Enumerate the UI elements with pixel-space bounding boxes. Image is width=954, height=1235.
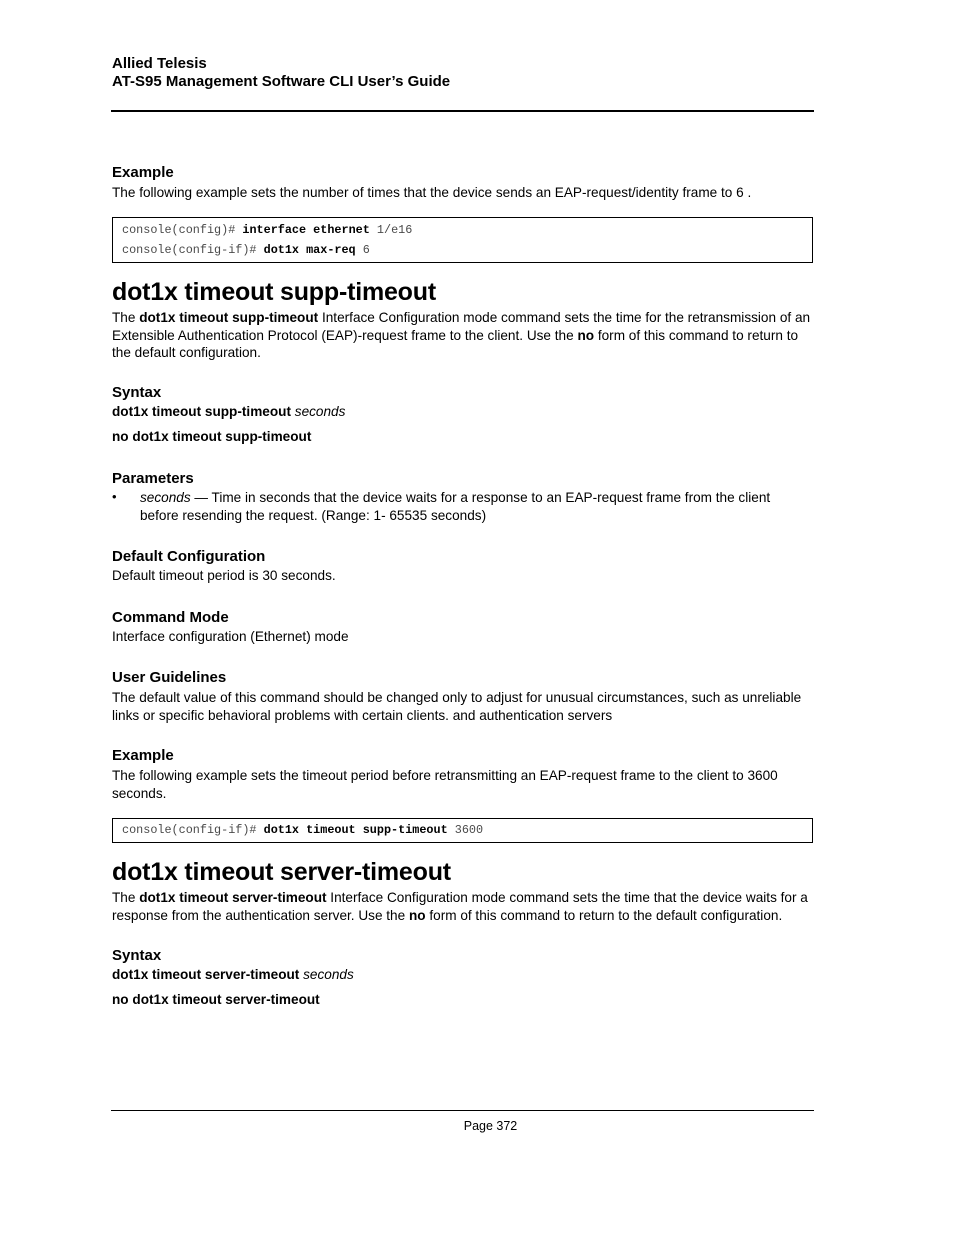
syntax-heading: Syntax <box>112 947 162 964</box>
section-description <box>112 889 817 924</box>
desc-keyword: no <box>408 907 426 923</box>
parameter-name: seconds <box>140 490 191 505</box>
code-line <box>122 243 370 257</box>
syntax-argument: seconds <box>303 967 354 982</box>
code-argument: 3600 <box>454 823 484 837</box>
desc-text: The <box>112 310 140 325</box>
default-heading: Default Configuration <box>112 548 266 565</box>
syntax-command <box>112 403 345 420</box>
code-command: interface ethernet <box>242 223 370 237</box>
code-argument: 1/e16 <box>376 223 413 237</box>
desc-command: dot1x timeout supp-timeout <box>139 310 319 325</box>
desc-command: dot1x timeout server-timeout <box>139 890 327 905</box>
example-text: The following example sets the timeout period before retransmitting an EAP-request frame to the client to 3600 seconds. <box>112 768 778 801</box>
code-argument: 6 <box>362 243 370 257</box>
code-command: dot1x timeout supp-timeout <box>263 823 448 837</box>
guidelines-heading: User Guidelines <box>112 669 227 686</box>
syntax-no-command: no dot1x timeout server-timeout <box>112 992 320 1007</box>
syntax-heading: Syntax <box>112 384 162 401</box>
code-line <box>122 223 412 237</box>
footer-rule <box>111 1110 814 1111</box>
example-heading: Example <box>112 164 174 181</box>
section-title: dot1x timeout server-timeout <box>112 858 451 886</box>
parameters-heading: Parameters <box>112 470 194 487</box>
desc-text: form of this command to return to the default configuration. <box>425 907 783 923</box>
page-footer <box>0 1119 954 1133</box>
example-text: The following example sets the number of times that the device sends an EAP-request/identity frame to 6 . <box>112 185 752 200</box>
syntax-command-text: dot1x timeout supp-timeout <box>112 404 291 419</box>
syntax-argument: seconds <box>294 404 346 419</box>
section-description <box>112 309 817 362</box>
header-rule <box>111 110 814 112</box>
code-prompt: console(config-if)# <box>122 243 257 257</box>
syntax-no-command: no dot1x timeout supp-timeout <box>112 429 312 444</box>
parameter-description: — Time in seconds that the device waits for a response to an EAP-request frame from the client before resending the request. (Range: 1- 65535 seconds) <box>140 490 771 523</box>
desc-text: form of this command to return to the default configuration. <box>112 327 799 360</box>
guide-title: AT-S95 Management Software CLI User’s Guide <box>112 73 451 90</box>
guidelines-text: The default value of this command should be changed only to adjust for unusual circumstances, such as unreliable links or specific behavioral problems with certain clients. and authentication servers <box>112 690 802 723</box>
desc-text: The <box>112 890 140 905</box>
code-block <box>112 818 813 843</box>
syntax-command <box>112 966 354 983</box>
company-name: Allied Telesis <box>112 55 207 72</box>
code-prompt: console(config-if)# <box>122 823 257 837</box>
example-heading: Example <box>112 747 174 764</box>
code-block <box>112 217 813 263</box>
mode-heading: Command Mode <box>112 609 229 626</box>
code-line <box>122 823 483 837</box>
desc-keyword: no <box>577 327 595 343</box>
section-title: dot1x timeout supp-timeout <box>112 278 436 306</box>
code-command: dot1x max-req <box>263 243 356 257</box>
mode-text: Interface configuration (Ethernet) mode <box>112 629 349 644</box>
syntax-command-text: dot1x timeout server-timeout <box>112 967 300 982</box>
bullet-icon: • <box>112 489 117 504</box>
desc-text: Interface Configuration mode command sets the time for the retransmission of an Extensible Authentication Protocol (EAP)-request frame to the client. Use the <box>112 310 811 343</box>
code-prompt: console(config)# <box>122 223 236 237</box>
default-text: Default timeout period is 30 seconds. <box>112 568 336 583</box>
page-number: Page 372 <box>463 1119 518 1133</box>
desc-text: Interface Configuration mode command sets the time that the device waits for a response from the authentication server. Use the <box>112 890 808 923</box>
parameter-item <box>140 489 800 524</box>
